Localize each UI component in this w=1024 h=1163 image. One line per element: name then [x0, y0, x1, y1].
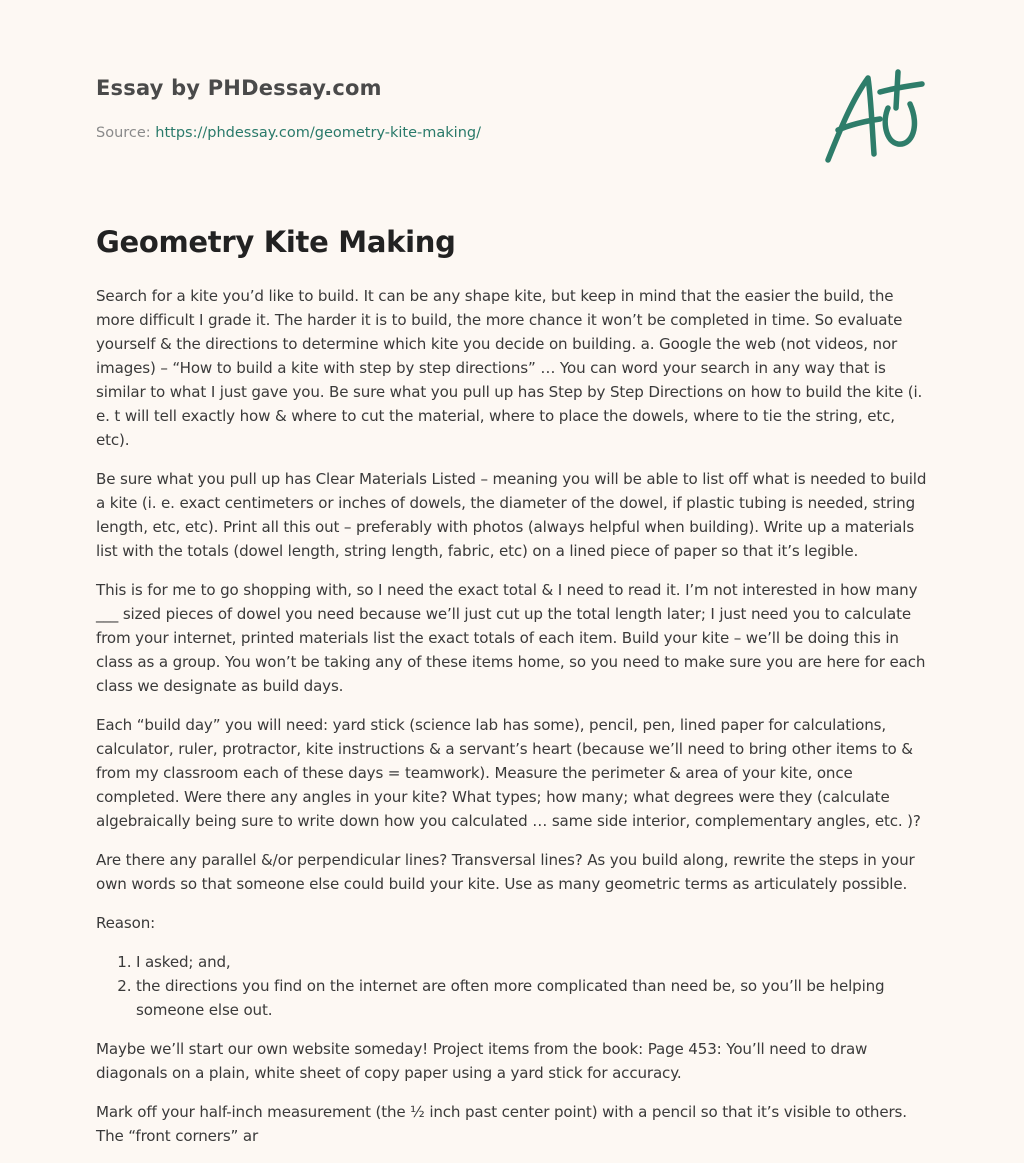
article-title: Geometry Kite Making	[96, 225, 456, 259]
paragraph: Mark off your half-inch measurement (the ½ inch past center point) with a pencil so that it’s visible to others. The “front corners” ar	[96, 1103, 907, 1145]
page-header	[96, 0, 928, 190]
list-item: 1. I asked; and,	[136, 950, 928, 974]
paragraph: Maybe we’ll start our own website someday! Project items from the book: Page 453: You’ll need to draw diagonals on a plain, white sheet of copy paper using a yard stick for accuracy.	[96, 1040, 868, 1082]
paragraph: Be sure what you pull up has Clear Materials Listed – meaning you will be able to list off what is needed to build a kite (i. e. exact centimeters or inches of dowels, the diameter of the dowel, if plastic tubing is needed, string length, etc, etc). Print all this out – preferably with photos (always helpful when building). Write up a materials list with the totals (dowel length, string length, fabric, etc) on a lined piece of paper so that it’s legible.	[96, 470, 927, 560]
reason-list	[96, 950, 928, 1022]
source-label: Source:	[96, 125, 151, 141]
source-line	[96, 125, 481, 141]
paragraph: Are there any parallel &/or perpendicular lines? Transversal lines? As you build along, rewrite the steps in your own words so that someone else could build your kite. Use as many geometric terms as articulately possible.	[96, 851, 915, 893]
paragraph: Each “build day” you will need: yard stick (science lab has some), pencil, pen, lined paper for calculations, calculator, ruler, protractor, kite instructions & a servant’s heart (because we’ll need to bring other items to & from my classroom each of these days = teamwork). Measure the perimeter & area of your kite, once completed. Were there any angles in your kite? What types; how many; what degrees were they (calculate algebraically being sure to write down how you calculated … same side interior, complementary angles, etc. )?	[96, 716, 921, 830]
list-item: 2. the directions you find on the internet are often more complicated than need be, so you’ll be helping someone else out.	[136, 974, 928, 1022]
paragraph: This is for me to go shopping with, so I need the exact total & I need to read it. I’m not interested in how many ___ sized pieces of dowel you need because we’ll just cut up the total length later; I just need you to calculate from your internet, printed materials list the exact totals of each item. Build your kite – we’ll be doing this in class as a group. You won’t be taking any of these items home, so you need to make sure you are here for each class we designate as build days.	[96, 581, 926, 695]
article-body	[96, 284, 928, 1163]
reason-heading: Reason:	[96, 914, 156, 932]
paragraph: Search for a kite you’d like to build. It can be any shape kite, but keep in mind that the easier the build, the more difficult I grade it. The harder it is to build, the more chance it won’t be completed in time. So evaluate yourself & the directions to determine which kite you decide on building. a. Google the web (not videos, nor images) – “How to build a kite with step by step directions” … You can word your search in any way that is similar to what I just gave you. Be sure what you pull up has Step by Step Directions on how to build the kite (i. e. t will tell exactly how & where to cut the material, where to place the dowels, where to tie the string, etc, etc).	[96, 287, 923, 449]
a-plus-logo-icon	[822, 64, 926, 168]
brand-title: Essay by PHDessay.com	[96, 76, 382, 100]
source-link[interactable]: https://phdessay.com/geometry-kite-making/	[155, 125, 481, 141]
